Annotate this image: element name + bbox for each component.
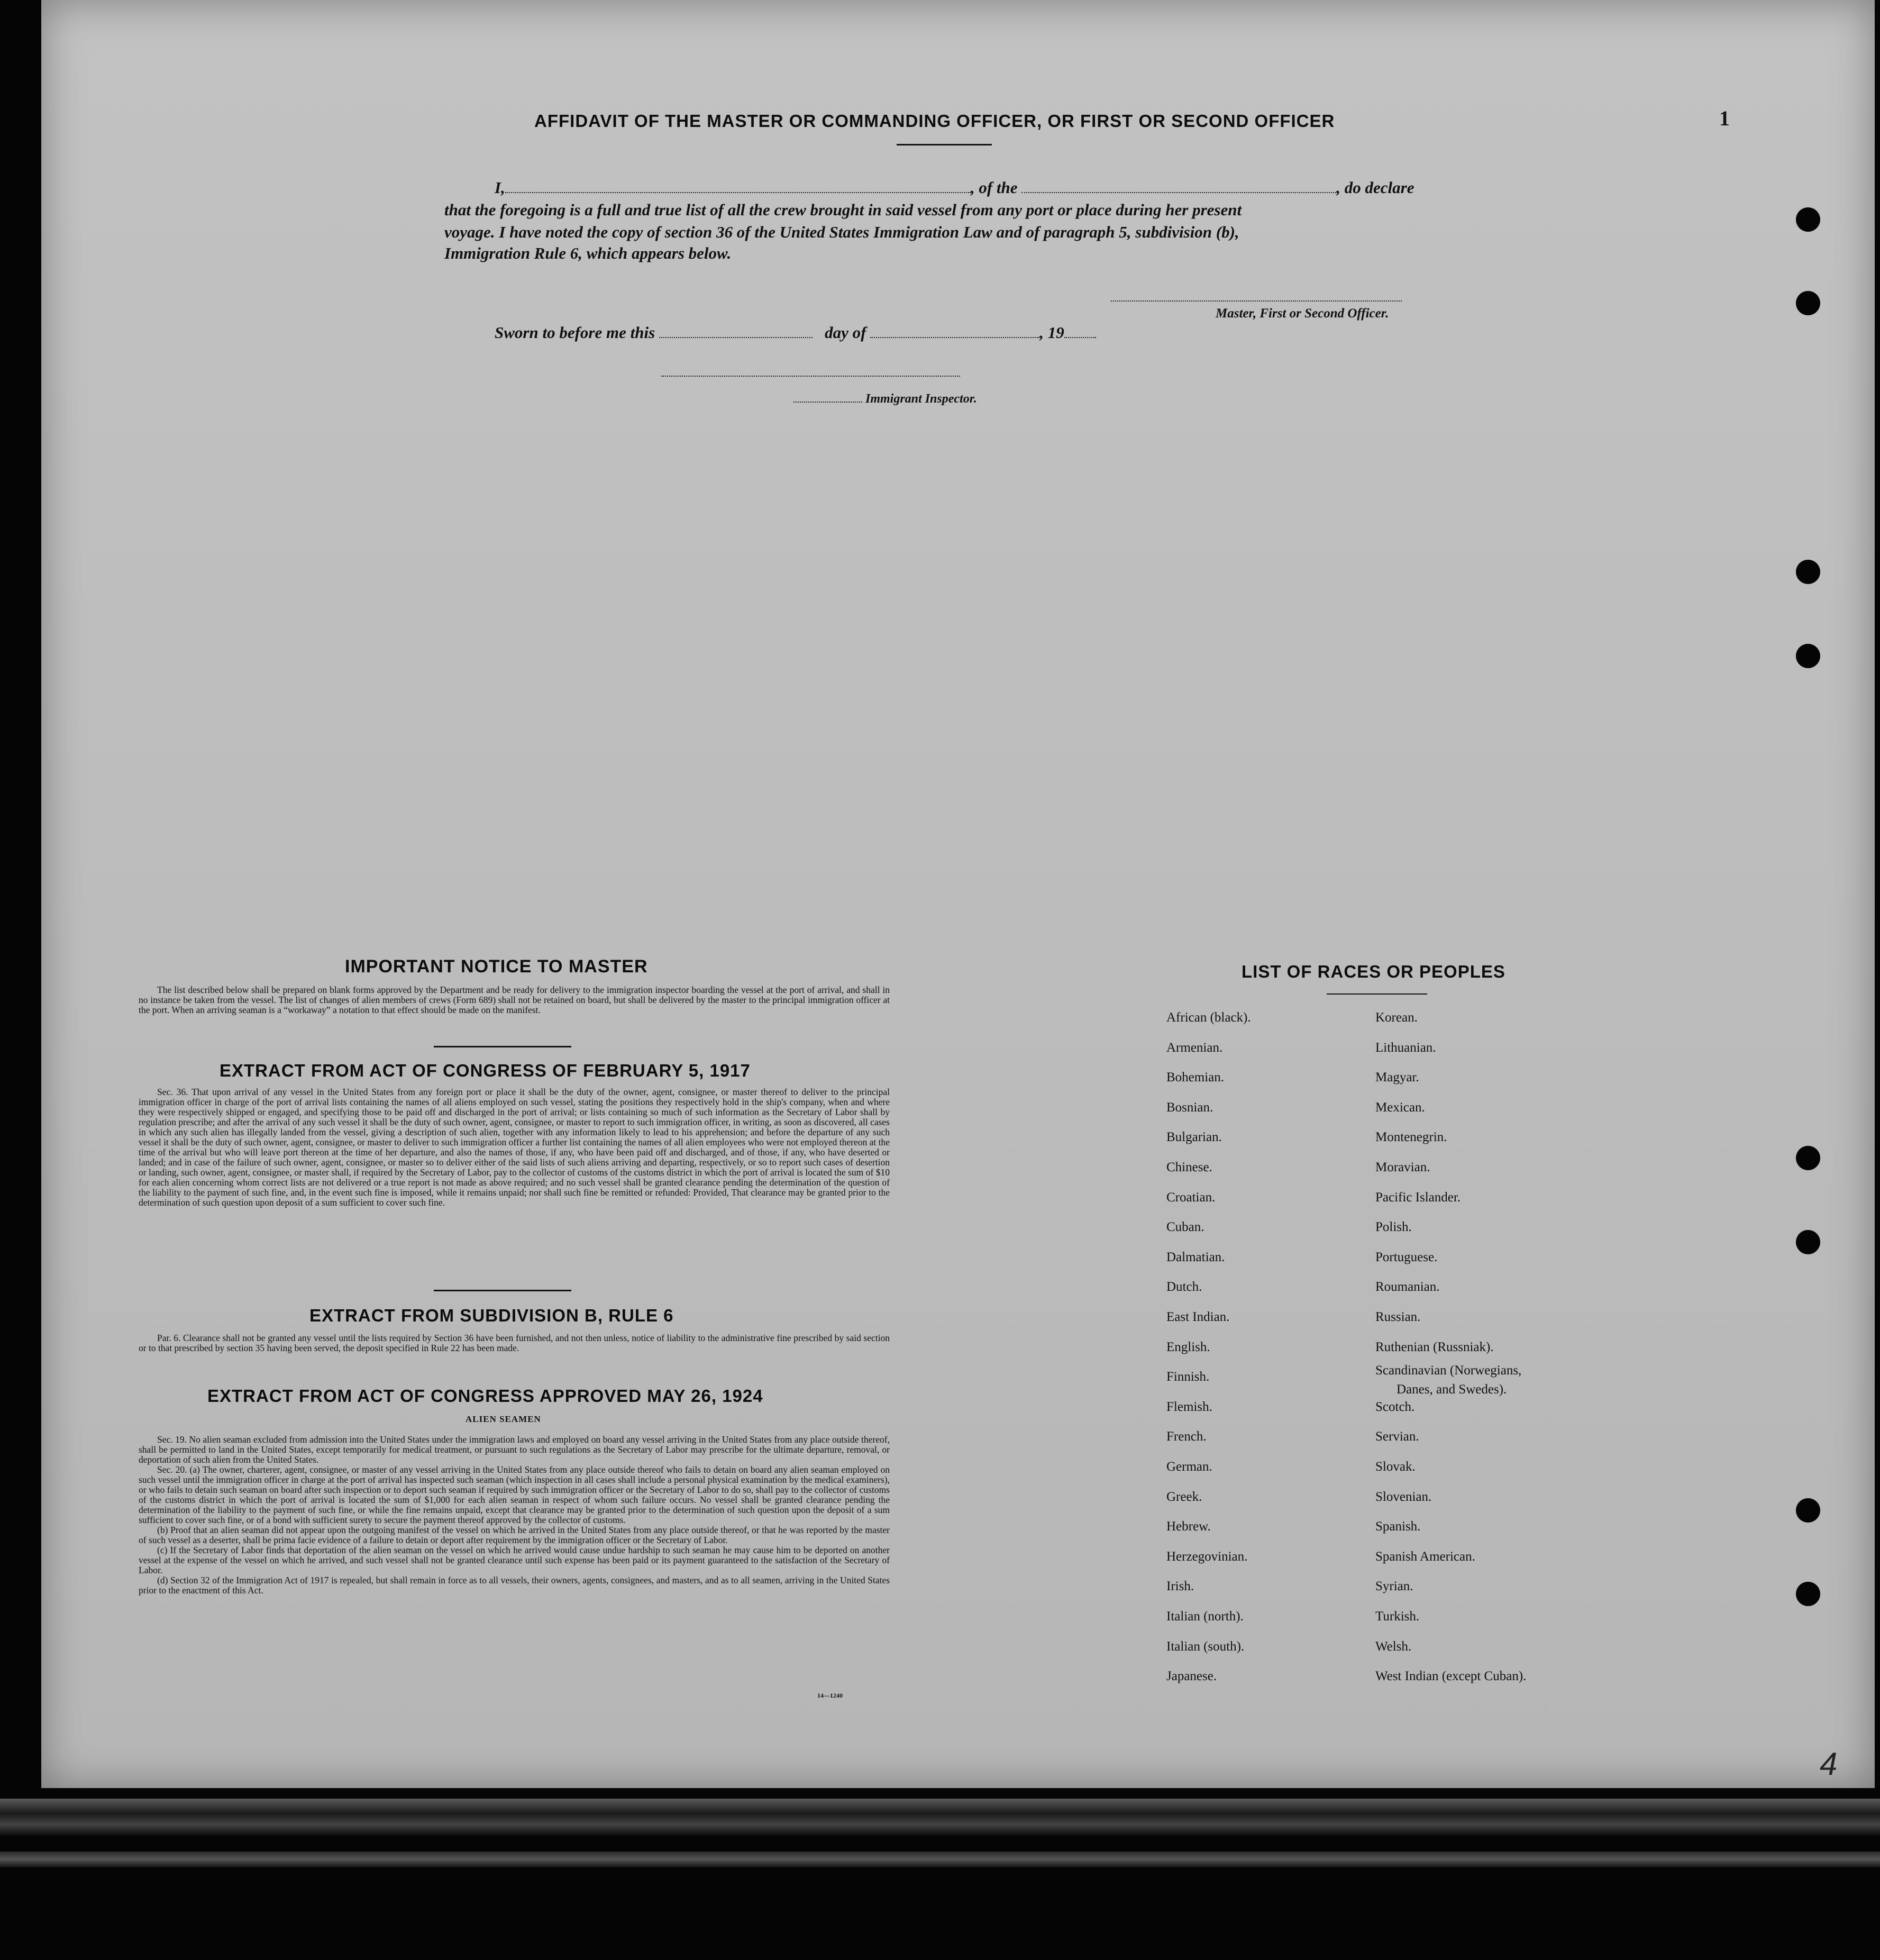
- races-title-rule: [1327, 993, 1427, 995]
- extract-1924-title: EXTRACT FROM ACT OF CONGRESS APPROVED MAY 26, 1924: [207, 1386, 763, 1406]
- race-item: Slovenian.: [1375, 1489, 1432, 1504]
- form-number: 14—1240: [817, 1692, 843, 1699]
- race-item: Welsh.: [1375, 1639, 1412, 1654]
- notice-title: IMPORTANT NOTICE TO MASTER: [345, 956, 648, 977]
- race-item: Italian (south).: [1166, 1639, 1245, 1654]
- affidavit-line-3: voyage. I have noted the copy of section 36 of the United States Immigration Law and of paragraph 5, subdivision (b),: [444, 223, 1239, 241]
- race-item: Slovak.: [1375, 1460, 1416, 1474]
- race-item: Mexican.: [1375, 1100, 1425, 1115]
- extract-rule6-text: Par. 6. Clearance shall not be granted any vessel until the lists required by Section 36 have been furnished, and not then unless, notice of liability to the administrative fine prescribed by said section or to that prescribed by section 35 having been served, the deposit specified in Rule 22 has been made.: [139, 1333, 890, 1353]
- sworn-month-blank[interactable]: [870, 324, 1039, 338]
- sec-20a-text: Sec. 20. (a) The owner, charterer, agent, consignee, or master of any vessel arriving in the United States from any place outside thereof who fails to detain on board any alien seaman employed on such vessel until the immigration officer in charge at the port of arrival has inspected such seaman (which inspection in all cases shall include a personal physical examination by the medical examiners), or who fails to detain such seaman on board after such inspection or to deport such seaman if required by such immigration officer or the Secretary of Labor to do so, shall pay to the collector of customs of the customs district in which the port of arrival is located the sum of $1,000 for each alien seaman in respect of whom such failure occurs. No vessel shall be granted clearance pending the determination of the liability to the payment of such fine, or while the fine remains unpaid, except that clearance may be granted prior to the determination of such question upon the deposit of a sum sufficient to cover such fine, or of a bond with sufficient surety to secure the payment thereof approved by the collector of customs.: [139, 1464, 890, 1525]
- race-item: Montenegrin.: [1375, 1130, 1447, 1145]
- races-title: LIST OF RACES OR PEOPLES: [1242, 962, 1505, 981]
- punch-hole: [1796, 207, 1820, 232]
- race-item: Polish.: [1375, 1220, 1412, 1235]
- affidavit-of-the: , of the: [970, 178, 1018, 197]
- race-item: Finnish.: [1166, 1370, 1210, 1384]
- sworn-line: [495, 322, 1096, 344]
- race-item: Dalmatian.: [1166, 1250, 1225, 1264]
- affidavit-line-4: Immigration Rule 6, which appears below.: [444, 244, 732, 262]
- race-item: Italian (north).: [1166, 1609, 1244, 1624]
- race-item: Moravian.: [1375, 1160, 1430, 1174]
- affidavit-i: I,: [495, 178, 505, 197]
- race-item: Chinese.: [1166, 1160, 1212, 1174]
- extract-1917-text: Sec. 36. That upon arrival of any vessel in the United States from any foreign port or place it shall be the duty of the owner, agent, consignee, or master thereof to deliver to the principal immigration officer in charge of the port of arrival lists containing the names of all aliens employed on such vessel, stating the positions they respectively hold in the ship's company, when and where they were respectively shipped or engaged, and specifying those to be paid off and discharged in the port of arrival; or lists containing so much of such information as the Secretary of Labor shall by regulation prescribe; and after the arrival of any such vessel it shall be the duty of such owner, agent, consignee, or master to report to such immigration officer, in writing, as soon as discovered, all cases in which any such alien has illegally landed from the vessel, giving a description of such alien, together with any information likely to lead to his apprehension; and before the departure of any such vessel it shall be the duty of such owner, agent, consignee, or master to deliver to such immigration officer a further list containing the names of all alien employees who were not employed thereon at the time of the arrival but who will leave port thereon at the time of her departure, and also the names of those, if any, who have been paid off and discharged, and of those, if any, who have deserted or landed; and in case of the failure of such owner, agent, consignee, or master so to deliver either of the said lists of such aliens arriving and departing, respectively, or so to report such cases of desertion or landing, such owner, agent, consignee, or master shall, if required by the Secretary of Labor, pay to the collector of customs of the customs district in which the port of arrival is located the sum of $10 for each alien concerning whom correct lists are not delivered or a true report is not made as above required; and no such vessel shall be granted clearance pending the determination of the question of the liability to the payment of such fine, and, in the event such fine is imposed, while it remains unpaid; nor shall such fine be remitted or refunded: Provided, That clearance may be granted prior to the determination of such question upon deposit of a sum sufficient to cover such fine.: [139, 1087, 890, 1208]
- alien-seamen-subtitle: ALIEN SEAMEN: [466, 1414, 541, 1424]
- year-prefix: , 19: [1039, 323, 1064, 342]
- scan-bottom-edge-lower: [0, 1852, 1880, 1867]
- divider: [434, 1290, 571, 1291]
- race-item: Bosnian.: [1166, 1100, 1213, 1115]
- punch-hole: [1796, 291, 1820, 315]
- punch-hole: [1796, 1582, 1820, 1606]
- punch-hole: [1796, 1230, 1820, 1254]
- race-item: Roumanian.: [1375, 1280, 1440, 1294]
- inspector-line: [793, 388, 977, 410]
- extract-1917-title: EXTRACT FROM ACT OF CONGRESS OF FEBRUARY 5, 1917: [220, 1061, 751, 1080]
- race-item: Cuban.: [1166, 1220, 1204, 1235]
- race-item: English.: [1166, 1339, 1210, 1354]
- race-item: Dutch.: [1166, 1280, 1202, 1294]
- inspector-name-blank[interactable]: [793, 394, 862, 403]
- race-item: German.: [1166, 1460, 1212, 1474]
- affidavit-line-2: that the foregoing is a full and true list of all the crew brought in said vessel from any port or place during her present: [444, 200, 1242, 219]
- race-item: Spanish.: [1375, 1519, 1421, 1534]
- affidavit-declare: , do declare: [1336, 178, 1414, 197]
- race-item: Russian.: [1375, 1310, 1421, 1324]
- race-item: African (black).: [1166, 1010, 1251, 1025]
- extract-1924-body: [139, 1435, 890, 1596]
- sworn-day-blank[interactable]: [659, 324, 813, 338]
- inspector-signature-line[interactable]: [661, 376, 960, 377]
- extract-rule6-title: EXTRACT FROM SUBDIVISION B, RULE 6: [309, 1306, 674, 1325]
- punch-hole: [1796, 1146, 1820, 1170]
- race-item: Danes, and Swedes).: [1397, 1382, 1507, 1397]
- divider: [434, 1046, 571, 1047]
- race-item: Flemish.: [1166, 1399, 1212, 1414]
- sec-19-text: Sec. 19. No alien seaman excluded from admission into the United States under the immigration laws and employed on board any vessel arriving in the United States from any place outside thereof, shall be permitted to land in the United States, except temporarily for medical treatment, or pursuant to such regulations as the Secretary of Labor may prescribe for the ultimate departure, removal, or deportation of such alien from the United States.: [139, 1434, 890, 1465]
- vessel-blank[interactable]: [1021, 179, 1336, 193]
- race-item: East Indian.: [1166, 1310, 1230, 1324]
- race-item: French.: [1166, 1429, 1207, 1444]
- sworn-year-blank[interactable]: [1064, 324, 1096, 338]
- race-item: Herzegovinian.: [1166, 1549, 1248, 1564]
- inspector-caption: Immigrant Inspector.: [865, 392, 977, 406]
- sworn-text: Sworn to before me this: [495, 323, 655, 342]
- race-item: Spanish American.: [1375, 1549, 1475, 1564]
- race-item: Scandinavian (Norwegians,: [1375, 1363, 1522, 1378]
- race-item: Turkish.: [1375, 1609, 1420, 1624]
- punch-hole: [1796, 644, 1820, 668]
- race-item: Croatian.: [1166, 1190, 1216, 1205]
- sec-20d-text: (d) Section 32 of the Immigration Act of 1917 is repealed, but shall remain in force as to all vessels, their owners, agents, consignees, and masters, and as to all seamen, arriving in the United States prior to the enactment of this Act.: [139, 1575, 890, 1596]
- corner-mark-top: 1: [1719, 106, 1730, 130]
- corner-mark-bottom: 4: [1820, 1746, 1838, 1782]
- sec-20b-text: (b) Proof that an alien seaman did not appear upon the outgoing manifest of the vessel on which he arrived in the United States from any place outside thereof, or that he was reported by the master of such vessel as a deserter, shall be prima facie evidence of a failure to detain or deport after requirement by the immigration officer or the Secretary of Labor.: [139, 1525, 890, 1545]
- title-rule: [897, 144, 992, 145]
- day-of-text: day of: [825, 323, 866, 342]
- race-item: Korean.: [1375, 1010, 1418, 1025]
- master-signature-line[interactable]: [1111, 300, 1402, 302]
- affidavit-line-1: [495, 177, 1447, 199]
- race-item: Scotch.: [1375, 1399, 1415, 1414]
- master-signature-caption: Master, First or Second Officer.: [1216, 306, 1389, 321]
- race-item: Pacific Islander.: [1375, 1190, 1461, 1205]
- scan-bottom-edge: [0, 1799, 1880, 1836]
- race-item: Servian.: [1375, 1429, 1419, 1444]
- affidavit-title: AFFIDAVIT OF THE MASTER OR COMMANDING OFFICER, OR FIRST OR SECOND OFFICER: [534, 111, 1335, 131]
- punch-hole: [1796, 560, 1820, 584]
- race-item: Ruthenian (Russniak).: [1375, 1339, 1494, 1354]
- notice-text: The list described below shall be prepared on blank forms approved by the Department and be ready for delivery to the immigration inspector boarding the vessel at the port of arrival, and shall in no instance be taken from the vessel. The list of changes of alien members of crews (Form 689) shall not be retained on board, but shall be delivered by the master to the principal immigration officer at the port. When an arriving seaman is a “workaway” a notation to that effect should be made on the manifest.: [139, 984, 890, 1015]
- race-item: Lithuanian.: [1375, 1040, 1436, 1055]
- race-item: Greek.: [1166, 1489, 1202, 1504]
- race-item: Magyar.: [1375, 1070, 1419, 1085]
- race-item: Armenian.: [1166, 1040, 1223, 1055]
- sec-20c-text: (c) If the Secretary of Labor finds that deportation of the alien seaman on the vessel on which he arrived would cause undue hardship to such seaman he may cause him to be deported on another vessel at the expense of the vessel on which he arrived, and such vessel shall not be granted clearance until such expense has been paid or its payment guaranteed to the satisfaction of the Secretary of Labor.: [139, 1545, 890, 1575]
- race-item: Hebrew.: [1166, 1519, 1211, 1534]
- race-item: West Indian (except Cuban).: [1375, 1669, 1527, 1684]
- race-item: Syrian.: [1375, 1579, 1413, 1594]
- race-item: Bohemian.: [1166, 1070, 1225, 1085]
- race-item: Japanese.: [1166, 1669, 1217, 1684]
- race-item: Irish.: [1166, 1579, 1194, 1594]
- punch-hole: [1796, 1498, 1820, 1523]
- race-item: Portuguese.: [1375, 1250, 1438, 1264]
- race-item: Bulgarian.: [1166, 1130, 1222, 1145]
- name-blank[interactable]: [505, 179, 971, 193]
